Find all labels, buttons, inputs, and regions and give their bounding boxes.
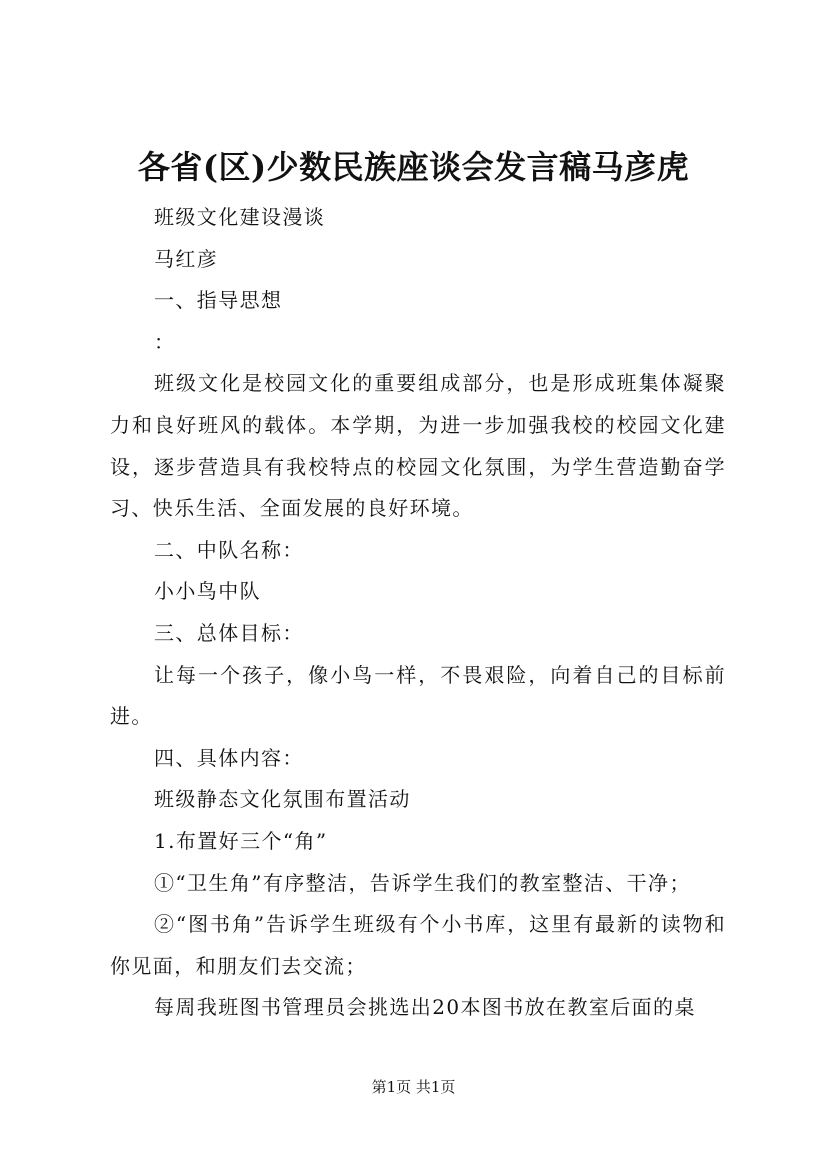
colon-paragraph: ： [154, 329, 176, 354]
section-heading-guiding-idea: 一、指导思想 [154, 288, 283, 313]
document-title: 各省(区)少数民族座谈会发言稿马彦虎 [137, 148, 690, 186]
list-item-book-corner: ②“图书角”告诉学生班级有个小书库，这里有最新的读物和你见面，和朋友们去交流； [110, 912, 726, 978]
squad-name-paragraph: 小小鸟中队 [154, 579, 261, 604]
subtitle-paragraph: 班级文化建设漫谈 [154, 205, 326, 229]
body-paragraph-library: 每周我班图书管理员会挑选出20本图书放在教室后面的桌 [154, 995, 696, 1020]
section-heading-squad-name: 二、中队名称： [154, 537, 304, 562]
author-paragraph: 马红彦 [154, 246, 219, 271]
goal-paragraph: 让每一个孩子，像小鸟一样，不畏艰险，向着自己的目标前进。 [110, 662, 726, 729]
list-item-hygiene-corner: ①“卫生角”有序整洁，告诉学生我们的教室整洁、干净； [154, 870, 691, 895]
section-heading-overall-goal: 三、总体目标： [154, 620, 304, 645]
section-heading-content: 四、具体内容： [154, 745, 304, 770]
list-item-corners: 1.布置好三个“角” [154, 828, 328, 853]
document-body [110, 197, 726, 1029]
page-number-footer: 第1页 共1页 [371, 1078, 456, 1096]
body-paragraph-intro: 班级文化是校园文化的重要组成部分，也是形成班集体凝聚力和良好班风的载体。本学期，为进一步加强我校的校园文化建设，逐步营造具有我校特点的校园文化氛围，为学生营造勤奋学习、快乐生活、全面发展的良好环境。 [110, 371, 726, 521]
activity-paragraph: 班级静态文化氛围布置活动 [154, 787, 411, 812]
